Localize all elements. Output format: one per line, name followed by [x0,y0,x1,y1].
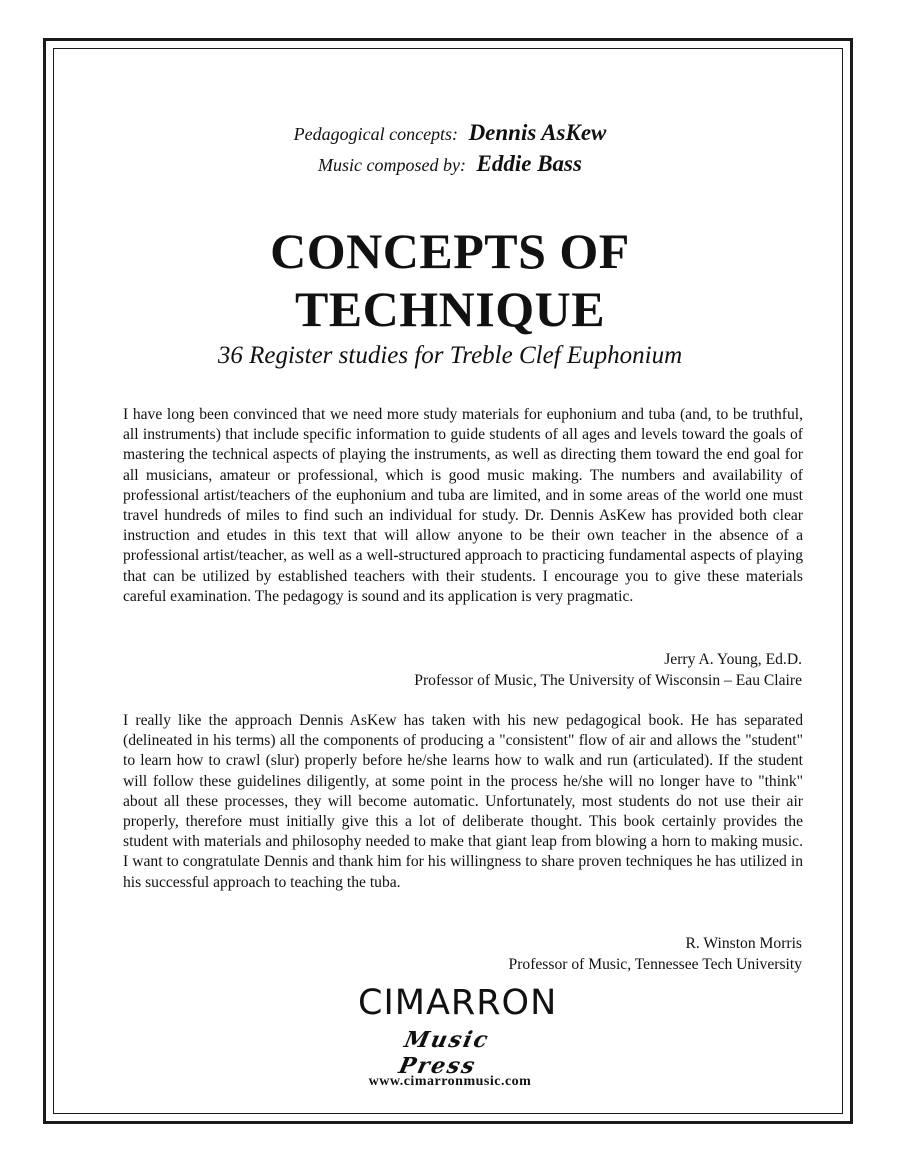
signature-young [414,650,802,691]
composer-name: Eddie Bass [476,151,582,176]
signature-morris [509,934,802,975]
logo-subtitle: Music Press [396,1027,493,1079]
signature-affiliation: Professor of Music, Tennessee Tech University [508,955,802,973]
signature-author: Jerry A. Young, Ed.D. [664,651,802,668]
concepts-label: Pedagogical concepts: [293,124,459,144]
credit-concepts [0,118,900,149]
publisher-logo [330,983,570,1079]
publisher-url: www.cimarronmusic.com [368,1074,532,1089]
endorsement-text-morris: I really like the approach Dennis AsKew has taken with his new pedagogical book. He has separated (delineated in his terms) all the components of producing a "consistent" flow of air and allows the "student" to learn how to crawl (slur) properly before he/she learns how to walk and run (articulated). If the student will follow these guidelines diligently, at some point in the process he/she will no longer have to "think" about all these processes, they will become automatic. Unfortunately, most students do not use their air properly, therefore must initially give this a lot of deliberate thought. This book certainly provides the student with materials and philosophy needed to make that giant leap from blowing a horn to making music. I want to congratulate Dennis and thank him for his willingness to share proven techniques he has utilized in his successful approach to teaching the tuba. [123,712,803,891]
logo-wordmark: CIMARRON [358,983,558,1023]
signature-author: R. Winston Morris [685,935,802,952]
page-subtitle: 36 Register studies for Treble Clef Euphonium [217,342,683,369]
composer-label: Music composed by: [318,155,467,175]
endorsement-text-young: I have long been convinced that we need more study materials for euphonium and tuba (and, to be truthful, all instruments) that include specific information to guide students of all ages and levels toward the goals of mastering the technical aspects of playing the instruments, as well as directing them toward the end goal for all musicians, amateur or professional, which is good music making. The numbers and availability of professional artist/teachers of the euphonium and tuba are limited, and in some areas of the world one must travel hundreds of miles to find such an individual for study. Dr. Dennis AsKew has provided both clear instruction and etudes in this text that will allow anyone to be their own teacher in the absence of a professional artist/teacher, as well as a well-structured approach to practicing fundamental aspects of playing that can be utilized by established teachers with their students. I encourage you to give these materials careful examination. The pedagogy is sound and its application is very pragmatic. [123,406,803,605]
title-line-2: TECHNIQUE [294,281,606,337]
signature-affiliation: Professor of Music, The University of Wisconsin – Eau Claire [414,671,802,689]
page-title [0,222,900,338]
credit-composer [0,149,900,180]
credits [0,118,900,180]
concepts-author: Dennis AsKew [468,120,607,145]
title-line-1: CONCEPTS OF [270,223,630,279]
